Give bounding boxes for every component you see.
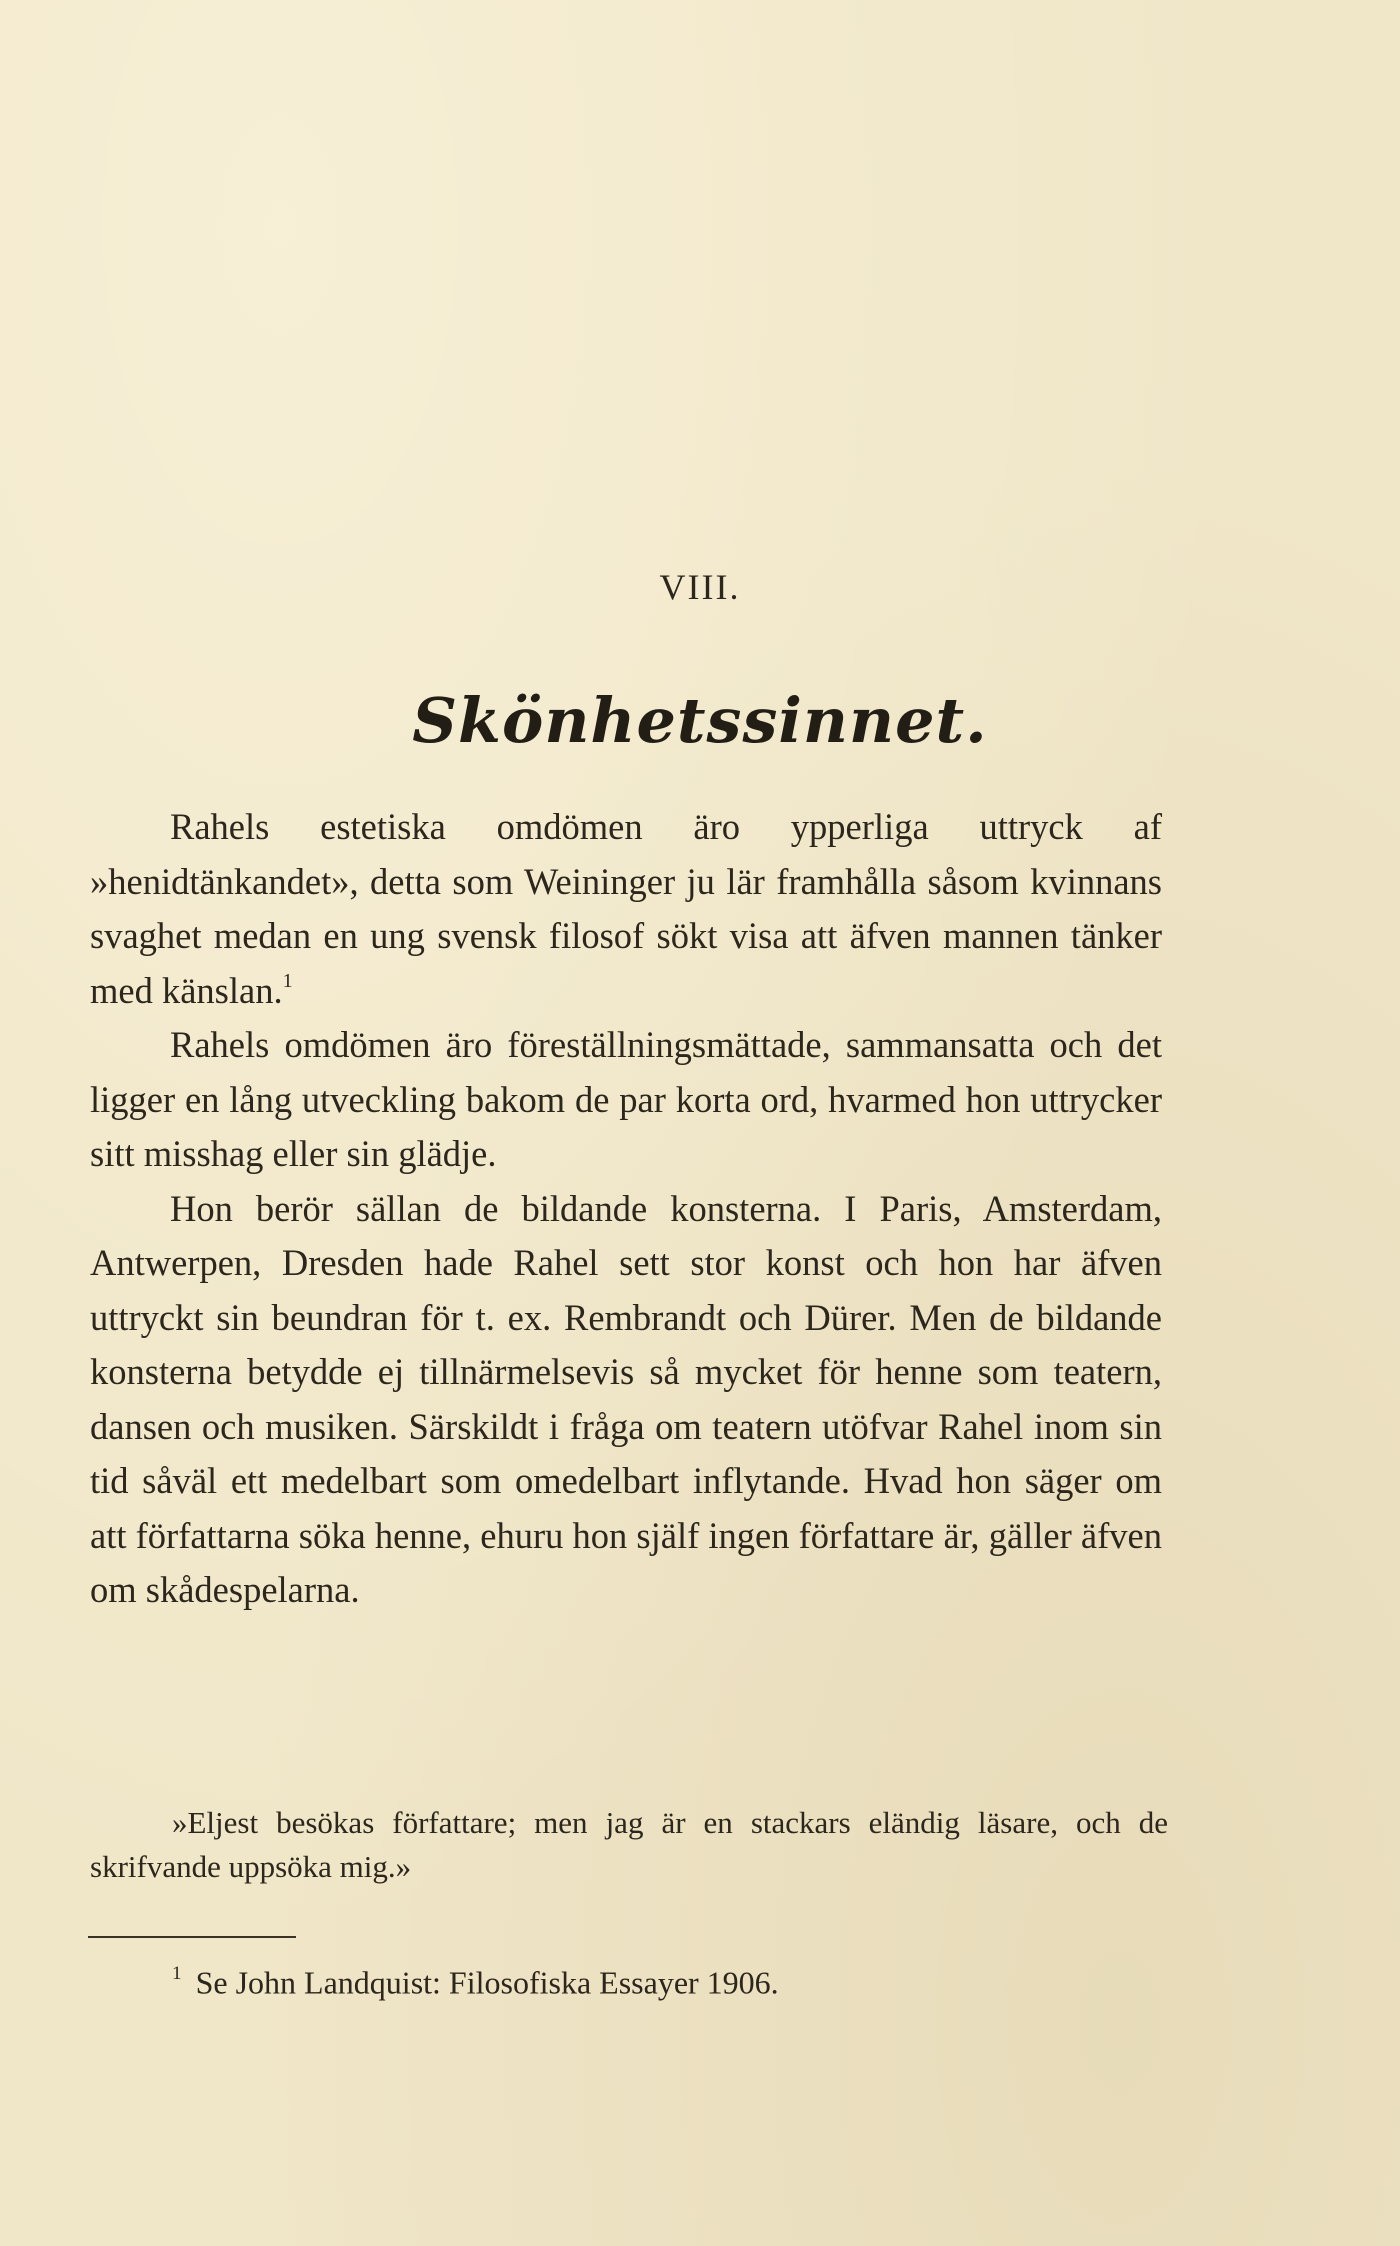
- footnote-divider: [88, 1936, 296, 1938]
- footnote-text: Se John Landquist: Filosofiska Essayer 1906.: [195, 1964, 779, 2001]
- paragraph-3: Hon berör sällan de bildande konsterna. I Paris, Amsterdam, Antwerpen, Dresden hade Rahel sett stor konst och hon har äfven uttryckt sin beundran för t. ex. Rembrandt och Dürer. Men de bildande konsterna betydde ej tillnärmelsevis så mycket för henne som teatern, dansen och musiken. Särskildt i fråga om teatern utöfvar Rahel inom sin tid såväl ett medelbart som omedelbart inflytande. Hvad hon säger om att författarna söka henne, ehuru hon själf ingen författare är, gäller äfven om skådespelarna.: [90, 1187, 1162, 1610]
- paragraph-2: Rahels omdömen äro föreställningsmättade, sammansatta och det ligger en lång utveckling bakom de par korta ord, hvarmed hon uttrycker sitt misshag eller sin glädje.: [90, 1024, 1162, 1174]
- body-text: [90, 800, 1162, 1618]
- chapter-number: VIII.: [659, 567, 741, 607]
- footnote: [172, 1952, 1172, 2004]
- quote-text: »Eljest besökas författare; men jag är en stackars eländig läsare, och de skrifvande uppsöka mig.»: [90, 1805, 1168, 1884]
- footnote-reference[interactable]: 1: [282, 969, 293, 992]
- paragraph-1-text: Rahels estetiska omdömen äro ypperliga uttryck af »henidtänkandet», detta som Weininger ju lär framhålla såsom kvinnans svaghet medan en ung svensk filosof sökt visa att äfven mannen tänker med känslan.: [90, 806, 1162, 1011]
- chapter-title: Skönhetssinnet.: [412, 684, 988, 757]
- block-quote: [90, 1801, 1168, 1889]
- paragraph-1: [90, 800, 1162, 1018]
- footnote-mark: 1: [172, 1963, 182, 1984]
